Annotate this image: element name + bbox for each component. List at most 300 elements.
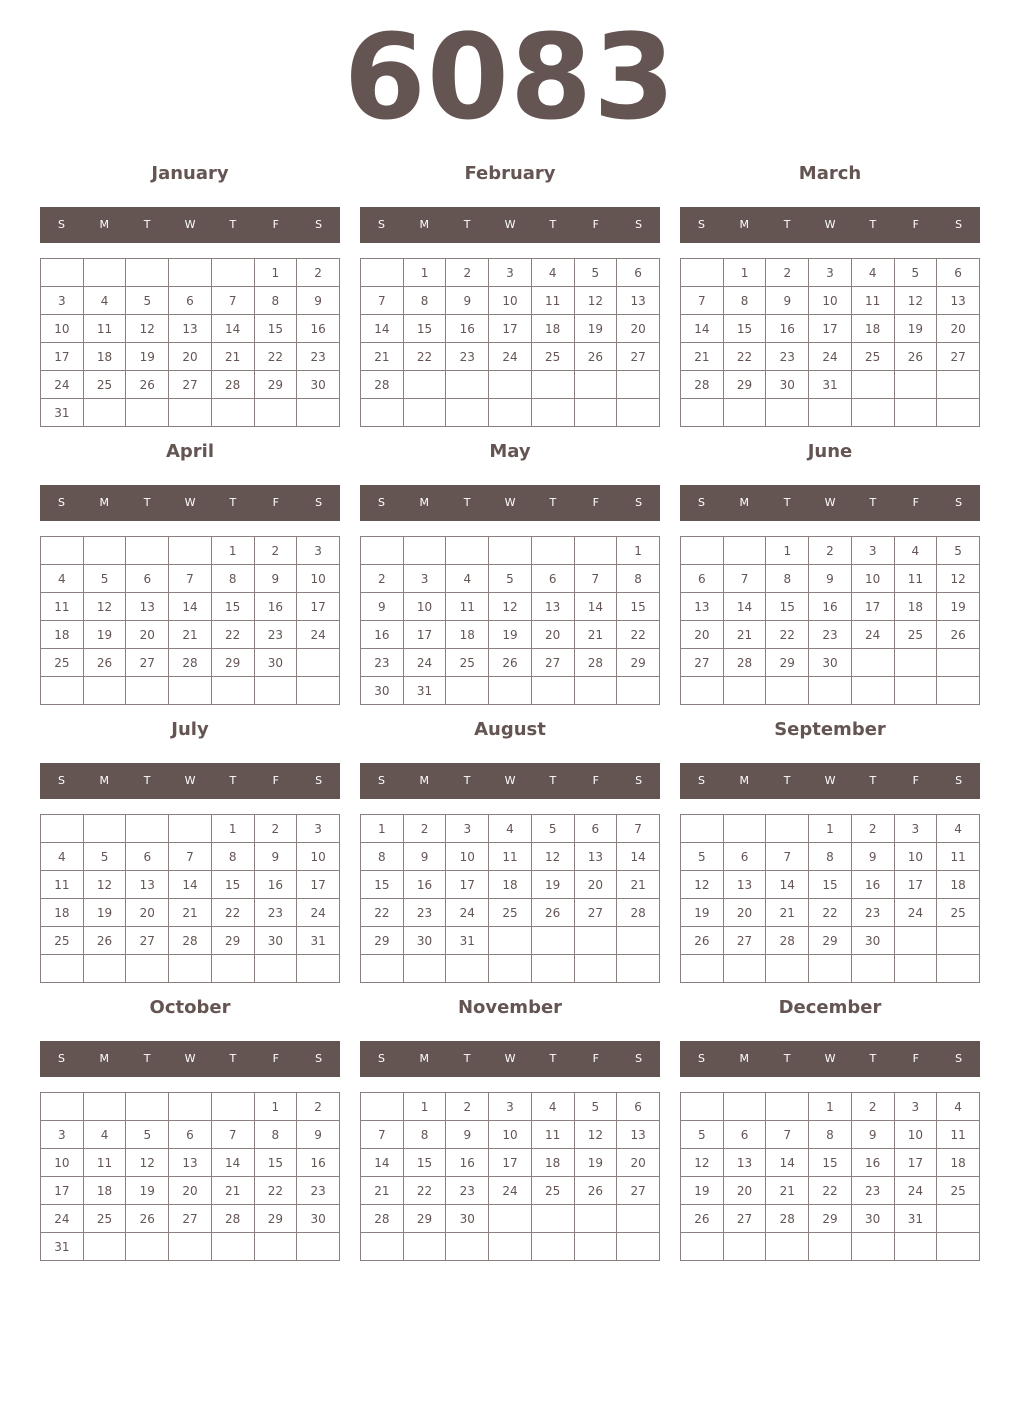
weekday-label: S — [697, 1052, 705, 1065]
day-cell: 23 — [446, 343, 489, 371]
day-cell: 4 — [489, 815, 532, 843]
day-cell: 2 — [297, 259, 340, 287]
day-cell: 16 — [361, 621, 404, 649]
day-cell — [126, 955, 169, 983]
day-cell: 1 — [723, 259, 766, 287]
day-cell: 29 — [809, 1205, 852, 1233]
week-row — [681, 843, 980, 871]
day-cell: 3 — [489, 1093, 532, 1121]
weekday-header — [360, 207, 660, 243]
day-cell: 27 — [617, 1177, 660, 1205]
week-row — [41, 1121, 340, 1149]
day-cell: 24 — [894, 1177, 937, 1205]
day-cell: 27 — [126, 649, 169, 677]
day-cell: 7 — [169, 565, 212, 593]
week-row — [361, 955, 660, 983]
day-cell: 30 — [254, 927, 297, 955]
day-cell: 7 — [681, 287, 724, 315]
week-row — [361, 565, 660, 593]
day-cell: 13 — [617, 1121, 660, 1149]
day-cell: 11 — [41, 593, 84, 621]
day-cell: 7 — [361, 1121, 404, 1149]
day-cell — [937, 927, 980, 955]
weekday-label: T — [549, 1052, 557, 1065]
day-cell: 19 — [894, 315, 937, 343]
day-cell: 24 — [297, 621, 340, 649]
day-cell: 22 — [809, 1177, 852, 1205]
day-cell: 7 — [723, 565, 766, 593]
day-cell: 2 — [766, 259, 809, 287]
week-row — [361, 815, 660, 843]
day-cell: 11 — [41, 871, 84, 899]
day-cell: 3 — [41, 1121, 84, 1149]
day-cell: 15 — [211, 593, 254, 621]
week-row — [361, 1233, 660, 1261]
month-name: May — [489, 441, 531, 462]
day-cell: 20 — [723, 1177, 766, 1205]
day-cell: 7 — [211, 287, 254, 315]
month-name: June — [807, 441, 853, 462]
day-cell — [297, 399, 340, 427]
day-cell: 21 — [617, 871, 660, 899]
day-cell: 6 — [681, 565, 724, 593]
weekday-label: S — [377, 774, 385, 787]
day-cell: 17 — [41, 343, 84, 371]
day-cell: 30 — [851, 1205, 894, 1233]
month-name: November — [457, 997, 563, 1018]
day-cell: 31 — [446, 927, 489, 955]
day-cell: 18 — [41, 899, 84, 927]
day-cell: 28 — [766, 927, 809, 955]
day-cell: 15 — [211, 871, 254, 899]
day-cell: 3 — [41, 287, 84, 315]
day-grid — [680, 814, 980, 983]
day-cell: 5 — [894, 259, 937, 287]
day-cell: 12 — [83, 871, 126, 899]
weekday-label: T — [783, 1052, 791, 1065]
day-cell — [531, 399, 574, 427]
day-cell: 11 — [894, 565, 937, 593]
day-cell — [403, 1233, 446, 1261]
week-row — [681, 565, 980, 593]
day-cell: 14 — [574, 593, 617, 621]
day-cell: 27 — [617, 343, 660, 371]
day-cell: 22 — [403, 1177, 446, 1205]
day-cell: 16 — [809, 593, 852, 621]
day-cell: 15 — [723, 315, 766, 343]
day-cell — [617, 677, 660, 705]
day-cell: 18 — [937, 1149, 980, 1177]
year-title: 6083 — [343, 8, 677, 146]
week-row — [681, 1093, 980, 1121]
day-grid — [40, 814, 340, 983]
day-cell — [297, 955, 340, 983]
day-cell — [766, 1233, 809, 1261]
day-cell — [403, 371, 446, 399]
day-cell: 30 — [766, 371, 809, 399]
day-cell: 28 — [211, 371, 254, 399]
weekday-label: F — [592, 1052, 599, 1065]
day-cell: 24 — [809, 343, 852, 371]
day-cell — [723, 677, 766, 705]
day-cell: 4 — [851, 259, 894, 287]
day-cell: 18 — [851, 315, 894, 343]
day-cell: 20 — [531, 621, 574, 649]
day-cell: 30 — [446, 1205, 489, 1233]
weekday-label: W — [184, 1052, 196, 1065]
week-row — [681, 1233, 980, 1261]
day-cell: 27 — [169, 371, 212, 399]
day-cell: 28 — [169, 649, 212, 677]
day-cell: 27 — [937, 343, 980, 371]
week-row — [41, 593, 340, 621]
day-cell: 26 — [83, 927, 126, 955]
day-cell: 31 — [41, 1233, 84, 1261]
week-row — [681, 399, 980, 427]
week-row — [361, 537, 660, 565]
day-cell — [809, 955, 852, 983]
day-cell — [766, 1093, 809, 1121]
day-cell: 14 — [169, 593, 212, 621]
day-cell: 9 — [851, 843, 894, 871]
day-cell: 9 — [446, 1121, 489, 1149]
day-cell: 27 — [531, 649, 574, 677]
day-cell: 4 — [41, 843, 84, 871]
day-cell: 28 — [169, 927, 212, 955]
weekday-label: T — [463, 496, 471, 509]
week-row — [41, 1177, 340, 1205]
weekday-label: F — [272, 218, 279, 231]
day-cell: 13 — [126, 871, 169, 899]
day-cell: 16 — [446, 315, 489, 343]
day-cell — [446, 955, 489, 983]
day-grid — [680, 258, 980, 427]
day-cell: 9 — [361, 593, 404, 621]
day-cell: 28 — [617, 899, 660, 927]
day-cell — [937, 399, 980, 427]
day-cell: 15 — [403, 1149, 446, 1177]
weekday-label: T — [229, 496, 237, 509]
day-cell: 18 — [83, 1177, 126, 1205]
day-cell: 20 — [617, 1149, 660, 1177]
day-cell: 8 — [809, 1121, 852, 1149]
weekday-label: F — [592, 218, 599, 231]
week-row — [681, 593, 980, 621]
day-cell: 23 — [809, 621, 852, 649]
day-cell — [531, 537, 574, 565]
weekday-header — [680, 485, 980, 521]
day-cell: 31 — [41, 399, 84, 427]
week-row — [41, 399, 340, 427]
day-cell: 19 — [126, 1177, 169, 1205]
day-cell: 16 — [851, 1149, 894, 1177]
day-cell — [809, 1233, 852, 1261]
day-cell: 22 — [361, 899, 404, 927]
day-cell: 29 — [766, 649, 809, 677]
week-row — [41, 537, 340, 565]
day-cell — [169, 955, 212, 983]
day-cell: 5 — [126, 1121, 169, 1149]
weekday-label: S — [315, 218, 323, 231]
day-cell: 25 — [531, 1177, 574, 1205]
week-row — [41, 315, 340, 343]
day-cell: 31 — [894, 1205, 937, 1233]
day-cell: 24 — [41, 371, 84, 399]
day-cell — [809, 399, 852, 427]
day-cell — [681, 1233, 724, 1261]
day-cell — [297, 649, 340, 677]
week-row — [41, 649, 340, 677]
week-row — [681, 1205, 980, 1233]
day-cell — [489, 371, 532, 399]
day-cell: 1 — [766, 537, 809, 565]
day-cell: 20 — [126, 899, 169, 927]
day-cell: 5 — [83, 565, 126, 593]
day-cell: 23 — [254, 899, 297, 927]
day-cell: 12 — [126, 315, 169, 343]
day-cell: 25 — [83, 1205, 126, 1233]
day-cell — [617, 371, 660, 399]
day-cell — [894, 927, 937, 955]
day-cell: 5 — [681, 1121, 724, 1149]
weekday-label: T — [549, 774, 557, 787]
day-cell: 6 — [937, 259, 980, 287]
day-cell: 20 — [681, 621, 724, 649]
day-cell: 29 — [809, 927, 852, 955]
day-cell: 10 — [41, 1149, 84, 1177]
day-cell: 20 — [723, 899, 766, 927]
day-cell: 26 — [574, 1177, 617, 1205]
weekday-label: S — [377, 218, 385, 231]
day-cell: 10 — [446, 843, 489, 871]
day-cell — [937, 1233, 980, 1261]
day-cell: 22 — [617, 621, 660, 649]
day-cell: 14 — [766, 871, 809, 899]
day-cell: 19 — [681, 1177, 724, 1205]
month-name: October — [149, 997, 231, 1018]
day-cell — [169, 1093, 212, 1121]
day-cell: 7 — [361, 287, 404, 315]
weekday-label: S — [57, 496, 65, 509]
day-cell — [489, 677, 532, 705]
day-cell: 14 — [361, 315, 404, 343]
day-cell: 4 — [83, 287, 126, 315]
day-cell: 2 — [446, 259, 489, 287]
day-cell: 17 — [489, 315, 532, 343]
day-cell: 1 — [361, 815, 404, 843]
day-cell: 27 — [723, 1205, 766, 1233]
day-cell — [83, 955, 126, 983]
day-cell — [489, 1205, 532, 1233]
day-cell — [766, 955, 809, 983]
day-cell — [83, 399, 126, 427]
day-cell — [681, 677, 724, 705]
day-cell — [937, 677, 980, 705]
day-cell: 9 — [446, 287, 489, 315]
day-cell: 10 — [894, 843, 937, 871]
day-cell — [937, 649, 980, 677]
day-cell: 20 — [617, 315, 660, 343]
day-cell — [766, 399, 809, 427]
day-cell: 2 — [851, 815, 894, 843]
week-row — [41, 899, 340, 927]
weekday-label: W — [824, 218, 836, 231]
day-cell — [894, 649, 937, 677]
day-cell: 8 — [809, 843, 852, 871]
day-cell: 4 — [894, 537, 937, 565]
day-cell: 10 — [41, 315, 84, 343]
day-cell: 1 — [254, 1093, 297, 1121]
week-row — [41, 1093, 340, 1121]
day-cell — [169, 259, 212, 287]
day-cell — [894, 371, 937, 399]
weekday-label: S — [955, 496, 963, 509]
day-cell: 22 — [403, 343, 446, 371]
weekday-header — [40, 485, 340, 521]
day-cell: 13 — [723, 1149, 766, 1177]
day-cell: 23 — [361, 649, 404, 677]
day-cell: 18 — [446, 621, 489, 649]
day-cell: 6 — [723, 1121, 766, 1149]
day-cell: 2 — [254, 537, 297, 565]
day-cell — [254, 1233, 297, 1261]
day-cell: 11 — [446, 593, 489, 621]
day-cell: 6 — [574, 815, 617, 843]
day-cell — [83, 259, 126, 287]
day-cell: 2 — [361, 565, 404, 593]
day-cell: 26 — [126, 371, 169, 399]
day-cell: 25 — [937, 899, 980, 927]
day-grid — [40, 1092, 340, 1261]
weekday-label: S — [57, 1052, 65, 1065]
week-row — [681, 1177, 980, 1205]
day-cell: 13 — [531, 593, 574, 621]
day-cell: 8 — [766, 565, 809, 593]
day-cell: 28 — [574, 649, 617, 677]
week-row — [681, 815, 980, 843]
day-cell: 13 — [574, 843, 617, 871]
weekday-label: M — [739, 774, 750, 787]
month-name: April — [165, 441, 215, 462]
day-cell: 21 — [169, 621, 212, 649]
day-cell: 3 — [297, 537, 340, 565]
day-cell: 16 — [766, 315, 809, 343]
weekday-label: W — [504, 218, 516, 231]
week-row — [681, 649, 980, 677]
day-cell — [126, 677, 169, 705]
day-cell — [937, 1205, 980, 1233]
day-cell — [83, 1093, 126, 1121]
week-row — [41, 287, 340, 315]
day-cell: 21 — [766, 899, 809, 927]
day-cell — [894, 399, 937, 427]
day-cell: 22 — [254, 343, 297, 371]
day-cell: 27 — [681, 649, 724, 677]
day-cell — [41, 955, 84, 983]
weekday-label: T — [869, 1052, 877, 1065]
day-cell — [126, 1233, 169, 1261]
week-row — [41, 1149, 340, 1177]
weekday-label: F — [272, 774, 279, 787]
day-cell — [83, 537, 126, 565]
week-row — [361, 1093, 660, 1121]
day-cell: 31 — [809, 371, 852, 399]
week-row — [681, 259, 980, 287]
day-cell — [83, 815, 126, 843]
day-cell — [41, 537, 84, 565]
week-row — [681, 621, 980, 649]
day-cell — [211, 259, 254, 287]
day-cell: 4 — [937, 1093, 980, 1121]
day-cell: 12 — [489, 593, 532, 621]
week-row — [681, 1149, 980, 1177]
day-cell — [211, 955, 254, 983]
day-cell: 19 — [83, 621, 126, 649]
day-cell — [681, 259, 724, 287]
day-cell — [361, 1093, 404, 1121]
day-cell — [126, 537, 169, 565]
weekday-label: S — [955, 1052, 963, 1065]
day-cell — [723, 1233, 766, 1261]
day-cell: 18 — [489, 871, 532, 899]
day-cell — [211, 399, 254, 427]
day-cell: 1 — [211, 537, 254, 565]
day-cell: 7 — [766, 843, 809, 871]
day-cell — [574, 1233, 617, 1261]
day-cell: 22 — [766, 621, 809, 649]
day-cell: 12 — [937, 565, 980, 593]
day-cell — [254, 955, 297, 983]
day-cell — [446, 537, 489, 565]
week-row — [41, 1205, 340, 1233]
day-cell — [531, 927, 574, 955]
day-cell — [297, 1233, 340, 1261]
day-cell — [894, 1233, 937, 1261]
weekday-label: S — [635, 496, 643, 509]
weekday-label: W — [504, 774, 516, 787]
day-cell: 25 — [937, 1177, 980, 1205]
weekday-label: T — [229, 774, 237, 787]
day-cell: 12 — [681, 871, 724, 899]
day-cell — [574, 537, 617, 565]
day-cell — [169, 399, 212, 427]
day-cell: 29 — [254, 1205, 297, 1233]
day-cell — [489, 927, 532, 955]
day-cell — [851, 371, 894, 399]
weekday-label: M — [739, 496, 750, 509]
weekday-label: T — [783, 496, 791, 509]
day-cell: 15 — [254, 315, 297, 343]
day-cell: 3 — [403, 565, 446, 593]
day-cell: 30 — [254, 649, 297, 677]
day-cell: 21 — [361, 343, 404, 371]
day-grid — [360, 536, 660, 705]
weekday-header — [40, 1041, 340, 1077]
day-cell: 17 — [809, 315, 852, 343]
week-row — [681, 927, 980, 955]
weekday-label: T — [143, 218, 151, 231]
day-cell: 17 — [851, 593, 894, 621]
day-cell: 3 — [894, 1093, 937, 1121]
week-row — [361, 371, 660, 399]
week-row — [361, 1121, 660, 1149]
weekday-label: S — [315, 774, 323, 787]
week-row — [681, 899, 980, 927]
day-cell: 19 — [574, 315, 617, 343]
day-cell: 29 — [361, 927, 404, 955]
weekday-label: M — [99, 218, 110, 231]
day-cell — [169, 815, 212, 843]
